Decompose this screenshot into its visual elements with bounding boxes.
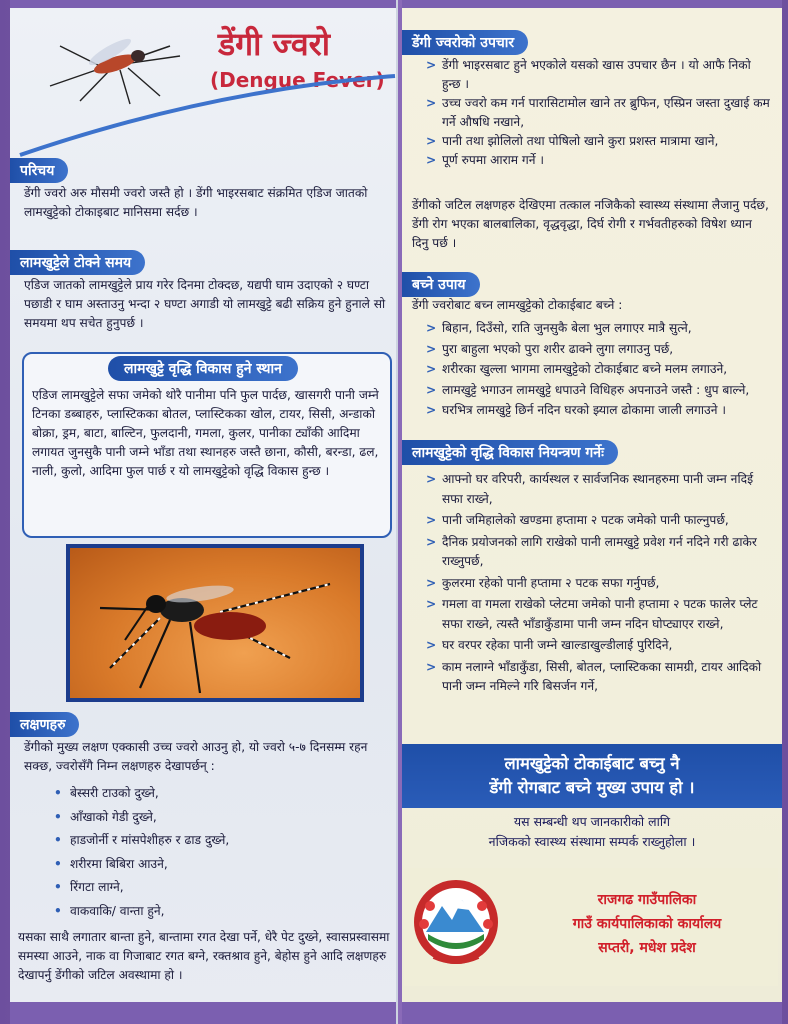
- list-item: > आफ्नो घर वरिपरी, कार्यस्थल र सार्वजनिक स्थानहरुमा पानी जम्न नदिई सफा राख्ने,: [426, 472, 754, 506]
- title-swoosh: [10, 70, 398, 160]
- treatment-note: डेंगीको जटिल लक्षणहरु देखिएमा तत्काल नजिकैको स्वास्थ्य संस्थामा लैजानु पर्दछ, डेंगी रोग भएका बालबालिका, वृद्धवृद्धा, दिर्घ रोगी र गर्भवतीहरुको विषेश ध्यान दिनु पर्छ ।: [412, 198, 769, 250]
- office-line-1: राजगढ गाउँपालिका: [597, 892, 697, 908]
- list-item: > पूर्ण रुपमा आराम गर्ने ।: [426, 153, 545, 167]
- title-nepali: डेंगी ज्वरो: [218, 25, 331, 63]
- bottom-border: [10, 1002, 396, 1024]
- list-item: • शरीरमा बिबिरा आउने,: [54, 856, 168, 871]
- list-item: • आँखाको गेडी दुख्ने,: [54, 809, 157, 824]
- prevention-list: [426, 318, 774, 421]
- symptoms-heading: लक्षणहरु: [10, 712, 79, 737]
- top-border: [402, 0, 782, 8]
- bite-time-heading: लामखुट्टेले टोक्ने समय: [10, 250, 145, 275]
- left-panel: [10, 0, 398, 1024]
- banner-line-2: डेंगी रोगबाट बच्ने मुख्य उपाय हो ।: [489, 778, 695, 797]
- list-item: > बिहान, दिउँसो, राति जुनसुकै बेला भुल लगाएर मात्रै सुत्ने,: [426, 321, 692, 335]
- list-item: > पानी तथा झोलिलो तथा पोषिलो खाने कुरा प्रशस्त मात्रामा खाने,: [426, 134, 719, 148]
- bite-time-text: एडिज जातको लामखुट्टेले प्राय गरेर दिनमा टोक्दछ, यद्यपी घाम उदाएको २ घण्टा पछाडी र घाम अस्ताउनु भन्दा २ घण्टा अगाडी यो लामखुट्टे बढी सक्रिय हुने हुनाले सो समयमा थप सचेत हुनुपर्छ ।: [24, 278, 386, 330]
- list-item: • हाडजोर्नी र मांसपेशीहरु र ढाड दुख्ने,: [54, 833, 230, 847]
- list-item: > काम नलाग्ने भाँडाकुँडा, सिसी, बोतल, प्लास्टिकका सामग्री, टायर आदिको पानी जम्न नमिल्ने गरि बिसर्जन गर्ने,: [426, 659, 762, 693]
- office-line-3: सप्तरी, मधेश प्रदेश: [598, 940, 696, 956]
- intro-heading: परिचय: [10, 158, 68, 183]
- symptoms-outro: यसका साथै लगातार बान्ता हुने, बान्तामा रगत देखा पर्ने, धेरै पेट दुख्ने, स्वासप्रस्वासमा समस्या आउने, नाक वा गिजाबाट रगत बग्ने, रक्तश्राव हुने, बेहोस हुने आदि लक्षणहरु देखापर्नु डेंगीको जटिल अवस्थामा हो ।: [18, 930, 390, 982]
- list-item: > डेंगी भाइरसबाट हुने भएकोले यसको खास उपचार छैन । यो आफै निको हुन्छ ।: [426, 58, 751, 91]
- list-item: > लामखुट्टे भगाउन लामखुट्टे धपाउने विधिहरु अपनाउने जस्तै : धुप बाल्ने,: [426, 382, 750, 397]
- breeding-text: एडिज लामखुट्टेले सफा जमेको थोरै पानीमा पनि फुल पार्दछ, खासगरी पानी जम्ने टिनका डब्बाहरु, प्लास्टिकका बोतल, प्लास्टिकका खोल, टायर, सिसी, अन्डाको बोक्रा, ड्रम, बाटा, बाल्टिन, फुलदानी, गमला, कुलर, पानीका ट्याँकी आदिमा लगायत जुनसुकै पानी जम्ने भाँडा तथा स्थानहरु जस्तै छाना, कौसी, बरन्डा, ढल, नाली, कुलो, आदिमा फुल पार्छ र यो लामखुट्टेको वृद्धि विकास हुन्छ ।: [32, 388, 379, 478]
- control-list: [426, 470, 776, 697]
- aedes-mosquito-icon: [70, 548, 360, 698]
- bottom-border: [402, 1002, 782, 1024]
- office-line-2: गाउँ कार्यपालिकाको कार्यालय: [572, 916, 722, 932]
- nepal-emblem-icon: [410, 876, 502, 968]
- list-item: • बेस्सरी टाउको दुख्ने,: [54, 786, 159, 800]
- mosquito-photo: [66, 544, 364, 702]
- title-english: (Dengue Fever): [210, 68, 385, 92]
- contact-line-2: नजिकको स्वास्थ्य संस्थामा सम्पर्क राख्नुहोला ।: [488, 834, 696, 849]
- list-item: > उच्च ज्वरो कम गर्न पारासिटामोल खाने तर ब्रुफिन, एस्प्रिन जस्ता दुखाई कम गर्ने औषधि नखाने,: [426, 96, 770, 129]
- list-item: • वाकवाकि/ वान्ता हुने,: [54, 903, 165, 918]
- list-item: > घर वरपर रहेका पानी जम्ने खाल्डाखुल्डीलाई पुरिदिने,: [426, 638, 673, 652]
- treatment-heading: डेंगी ज्वरोको उपचार: [402, 30, 528, 55]
- prevention-intro: डेंगी ज्वरोबाट बच्न लामखुट्टेको टोकाईबाट बच्ने :: [412, 298, 623, 312]
- list-item: > दैनिक प्रयोजनको लागि राखेको पानी लामखुट्टे प्रवेश गर्न नदिने गरी ढाकेर राख्नुपर्छ,: [426, 534, 757, 568]
- symptoms-list: [54, 782, 384, 923]
- contact-line-1: यस सम्बन्धी थप जानकारीको लागि: [513, 814, 671, 829]
- top-border: [10, 0, 396, 8]
- list-item: > पुरा बाहुला भएको पुरा शरीर ढाक्ने लुगा लगाउनु पर्छ,: [426, 341, 674, 356]
- control-heading: लामखुट्टेको वृद्धि विकास नियन्त्रण गर्नेः: [402, 440, 618, 465]
- list-item: > घरभित्र लामखुट्टे छिर्न नदिन घरको झ्याल ढोकामा जाली लगाउने ।: [426, 403, 726, 417]
- breeding-heading: लामखुट्टे वृद्धि विकास हुने स्थान: [108, 356, 298, 381]
- right-panel: [402, 0, 782, 1024]
- symptoms-intro: डेंगीको मुख्य लक्षण एक्कासी उच्च ज्वरो आउनु हो, यो ज्वरो ५-७ दिनसम्म रहन सक्छ, ज्वरोसँगै निम्न लक्षणहरु देखापर्छन् :: [24, 740, 368, 773]
- list-item: > पानी जमिहालेको खण्डमा हप्तामा २ पटक जमेको पानी फाल्नुपर्छ,: [426, 513, 729, 527]
- list-item: > गमला वा गमला राखेको प्लेटमा जमेको पानी हप्तामा २ पटक फालेर प्लेट सफा राख्ने, त्यस्तै भाँडाकुँडामा पानी जम्न नदिन घोप्ट्याएर राख्ने,: [426, 597, 758, 631]
- key-message-banner: [402, 744, 782, 808]
- treatment-list: [426, 56, 770, 170]
- office-name: [520, 888, 774, 960]
- list-item: • रिंगटा लाग्ने,: [54, 880, 124, 894]
- intro-text: डेंगी ज्वरो अरु मौसमी ज्वरो जस्तै हो । डेंगी भाइरसबाट संक्रमित एडिज जातको लामखुट्टेको टोकाइबाट मानिसमा सर्दछ ।: [24, 186, 368, 219]
- list-item: > कुलरमा रहेको पानी हप्तामा २ पटक सफा गर्नुपर्छ,: [426, 575, 660, 590]
- contact-note: [402, 812, 782, 852]
- list-item: > शरीरका खुल्ला भागमा लामखुट्टेको टोकाईबाट बच्ने मलम लगाउने,: [426, 362, 728, 376]
- prevention-heading: बच्ने उपाय: [402, 272, 480, 297]
- banner-line-1: लामखुट्टेको टोकाईबाट बच्नु नै: [504, 754, 680, 773]
